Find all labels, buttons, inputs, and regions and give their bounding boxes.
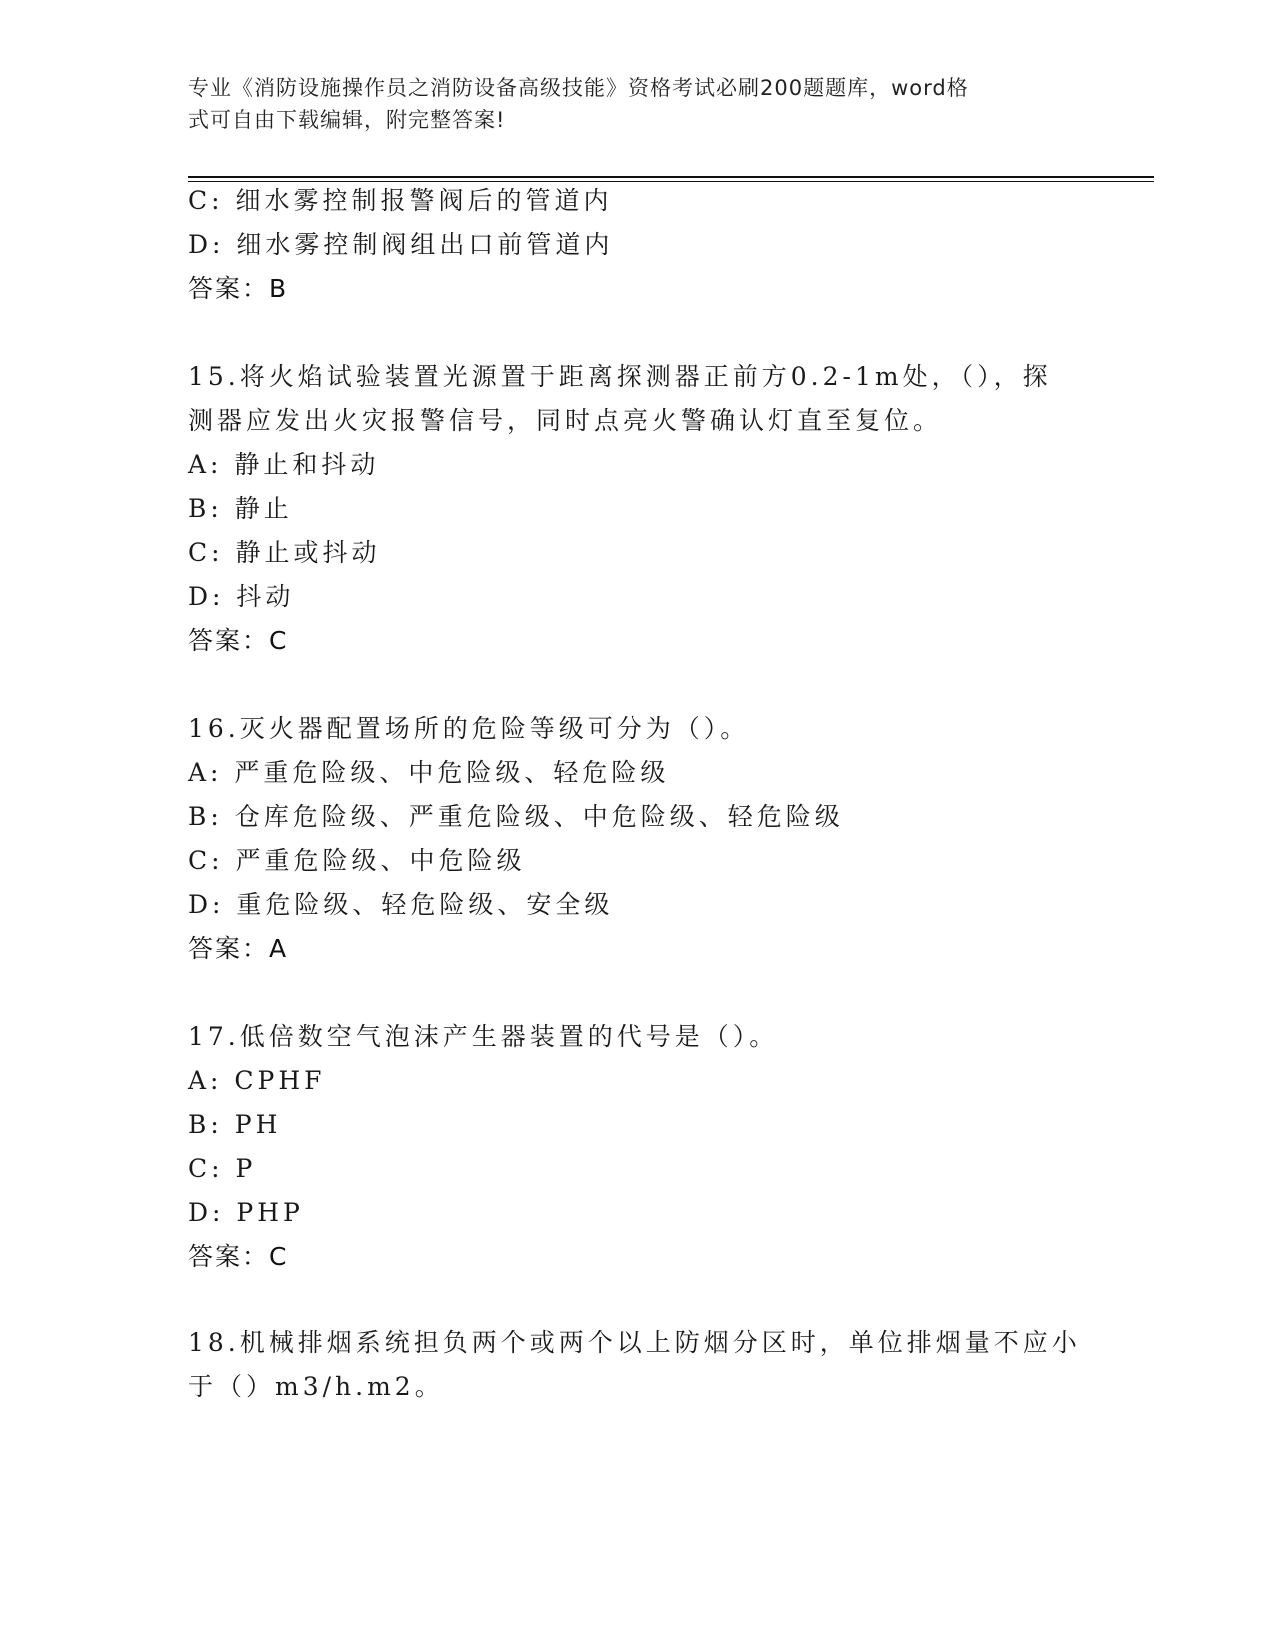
q17-answer: 答案：C	[188, 1242, 289, 1271]
q14-answer: 答案：B	[188, 274, 289, 303]
q15-option-b: B: 静止	[188, 494, 293, 523]
q17-stem-line-1: 17.低倍数空气泡沫产生器装置的代号是（）。	[188, 1022, 779, 1051]
header-divider-thin	[188, 181, 1154, 182]
q17-option-b: B: PH	[188, 1110, 282, 1139]
q16-option-b: B: 仓库危险级、严重危险级、中危险级、轻危险级	[188, 802, 844, 831]
header-divider-thick	[188, 176, 1154, 178]
q17-option-a: A: CPHF	[188, 1066, 326, 1095]
header-title-line-2: 式可自由下载编辑，附完整答案!	[188, 108, 506, 132]
q18-stem-line-2: 于（）m3/h.m2。	[188, 1372, 444, 1401]
q15-stem-line-1: 15.将火焰试验装置光源置于距离探测器正前方0.2-1m处，（），探	[188, 362, 1052, 391]
q15-option-d: D: 抖动	[188, 582, 295, 611]
q17-option-c: C: P	[188, 1154, 257, 1183]
q14-option-d: D: 细水雾控制阀组出口前管道内	[188, 230, 614, 259]
document-header	[188, 72, 1068, 136]
q18-stem-line-1: 18.机械排烟系统担负两个或两个以上防烟分区时，单位排烟量不应小	[188, 1328, 1081, 1357]
q15-option-a: A: 静止和抖动	[188, 450, 380, 479]
q14-option-c: C: 细水雾控制报警阀后的管道内	[188, 186, 613, 215]
q17-option-d: D: PHP	[188, 1198, 304, 1227]
q16-answer: 答案：A	[188, 934, 289, 963]
q16-option-c: C: 严重危险级、中危险级	[188, 846, 526, 875]
q16-option-a: A: 严重危险级、中危险级、轻危险级	[188, 758, 670, 787]
q15-option-c: C: 静止或抖动	[188, 538, 381, 567]
q15-stem-line-2: 测器应发出火灾报警信号，同时点亮火警确认灯直至复位。	[188, 406, 943, 435]
header-title-line-1: 专业《消防设施操作员之消防设备高级技能》资格考试必刷200题题库，word格	[188, 76, 969, 100]
q15-answer: 答案：C	[188, 626, 289, 655]
q16-stem-line-1: 16.灭火器配置场所的危险等级可分为（）。	[188, 714, 750, 743]
q16-option-d: D: 重危险级、轻危险级、安全级	[188, 890, 614, 919]
